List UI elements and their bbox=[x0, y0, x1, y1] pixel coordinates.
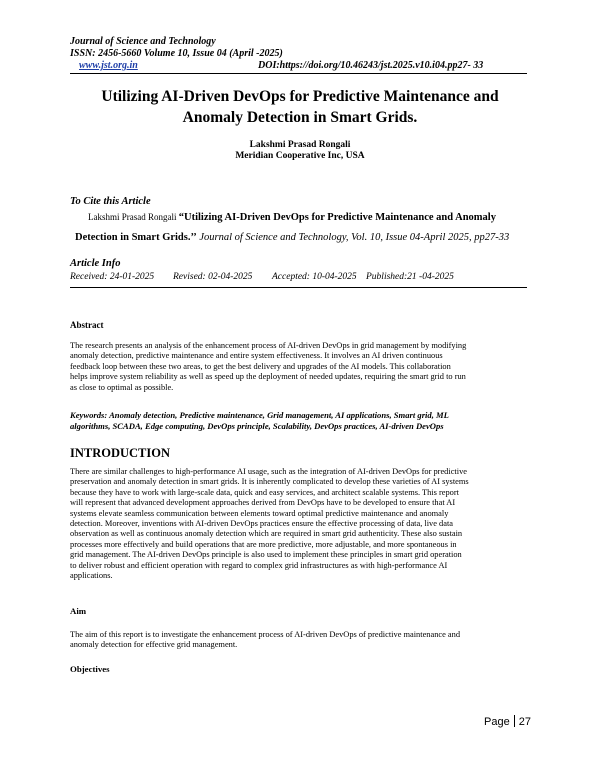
title-line-1: Utilizing AI-Driven DevOps for Predictive Maintenance and bbox=[101, 88, 499, 105]
title-line-2: Anomaly Detection in Smart Grids. bbox=[182, 109, 418, 126]
intro-line: detection. Moreover, inventions with AI-driven DevOps practices ensure the effective processing of data, live data bbox=[70, 519, 453, 529]
date-received: Received: 24-01-2025 bbox=[70, 272, 155, 282]
paper-title bbox=[60, 86, 540, 128]
page-number-value: 27 bbox=[518, 716, 531, 728]
aim-line: The aim of this report is to investigate the enhancement process of AI-driven DevOps of predictive maintenance and bbox=[70, 630, 461, 639]
intro-line: because they have to work with large-scale data, quick and easy services, and architect scalable systems. This report bbox=[70, 487, 459, 497]
citation-title-part2: Detection in Smart Grids. bbox=[75, 232, 191, 243]
intro-line: systems elevate seamless communication between elements toward optimal predictive maintenance and anomaly bbox=[70, 508, 449, 518]
intro-line: observation as well as continuous anomaly detection which are required in smart grid authenticity. These also sustain bbox=[70, 529, 463, 539]
citation-journal-ref: Journal of Science and Technology, Vol. 10, Issue 04-April 2025, pp27-33 bbox=[196, 232, 510, 243]
page-label: Page bbox=[484, 716, 510, 728]
intro-line: grid management. The AI-driven DevOps principle is also used to implement these principles in smart grid operation bbox=[70, 550, 462, 560]
info-rule bbox=[70, 287, 527, 288]
abstract-line: helps improve system reliability as well as speed up the deployment of needed updates, requiring the smart grid to run bbox=[70, 372, 466, 382]
abstract-line: The research presents an analysis of the enhancement process of AI-driven DevOps in grid management by modifying bbox=[70, 341, 467, 350]
citation-title-part1: “Utilizing AI-Driven DevOps for Predictive Maintenance and Anomaly bbox=[178, 212, 496, 223]
intro-line: There are similar challenges to high-performance AI usage, such as the integration of AI-driven DevOps for predictive bbox=[70, 467, 467, 476]
journal-name: Journal of Science and Technology bbox=[70, 36, 216, 47]
intro-line: processes more effectively and build operations that are more predictive, more adjustable, and more spontaneous in bbox=[70, 539, 457, 549]
citation-author: Lakshmi Prasad Rongali bbox=[88, 212, 179, 222]
header-rule bbox=[70, 73, 527, 74]
intro-line: applications. bbox=[70, 571, 113, 581]
abstract-line: anomaly detection, predictive maintenance and entire system effectiveness. It involves an AI driven continuous bbox=[70, 351, 443, 361]
aim-text bbox=[70, 630, 530, 651]
citation-block bbox=[70, 207, 540, 248]
abstract-line: as close to optimal as possible. bbox=[70, 382, 174, 392]
introduction-heading: INTRODUCTION bbox=[70, 446, 171, 460]
intro-line: to deliver robust and efficient operation with regard to complex grid infrastructures as with high-performance AI bbox=[70, 560, 448, 570]
objectives-heading: Objectives bbox=[70, 664, 110, 674]
aim-heading: Aim bbox=[70, 606, 87, 616]
citation-quote-close: ’’ bbox=[190, 232, 197, 243]
intro-line: preservation and anomaly detection in smart grids. It is inherently complicated to develop these varieties of AI systems bbox=[70, 477, 469, 487]
page-separator bbox=[514, 715, 515, 727]
page-number bbox=[484, 715, 531, 728]
aim-line: anomaly detection for effective grid management. bbox=[70, 640, 238, 650]
keywords-line-1: Keywords: Anomaly detection, Predictive maintenance, Grid management, AI applications, Smart grid, ML bbox=[70, 410, 449, 420]
journal-website-link[interactable]: www.jst.org.in bbox=[79, 60, 138, 71]
intro-line: will represent that advanced development approaches derived from DevOps have to be developed to ensure that AI bbox=[70, 498, 456, 508]
abstract-line: feedback loop between these two areas, to get the best delivery and upgrades of the AI models. This collaboration bbox=[70, 361, 451, 371]
doi-line: DOI:https://doi.org/10.46243/jst.2025.v10.i04.pp27- 33 bbox=[258, 60, 484, 71]
abstract-heading: Abstract bbox=[70, 320, 104, 330]
introduction-text bbox=[70, 467, 530, 581]
date-accepted: Accepted: 10-04-2025 bbox=[272, 272, 357, 282]
cite-heading: To Cite this Article bbox=[70, 196, 151, 207]
date-published: Published:21 -04-2025 bbox=[366, 272, 454, 282]
article-info-heading: Article Info bbox=[70, 258, 121, 269]
date-revised: Revised: 02-04-2025 bbox=[173, 272, 253, 282]
issn-line: ISSN: 2456-5660 Volume 10, Issue 04 (April -2025) bbox=[70, 48, 283, 59]
keywords bbox=[70, 410, 530, 432]
keywords-line-2: algorithms, SCADA, Edge computing, DevOps principle, Scalability, DevOps practices, AI-driven DevOps bbox=[70, 421, 444, 431]
abstract-text bbox=[70, 341, 530, 393]
author-name: Lakshmi Prasad Rongali bbox=[249, 140, 351, 150]
author-affiliation: Meridian Cooperative Inc, USA bbox=[235, 151, 365, 161]
